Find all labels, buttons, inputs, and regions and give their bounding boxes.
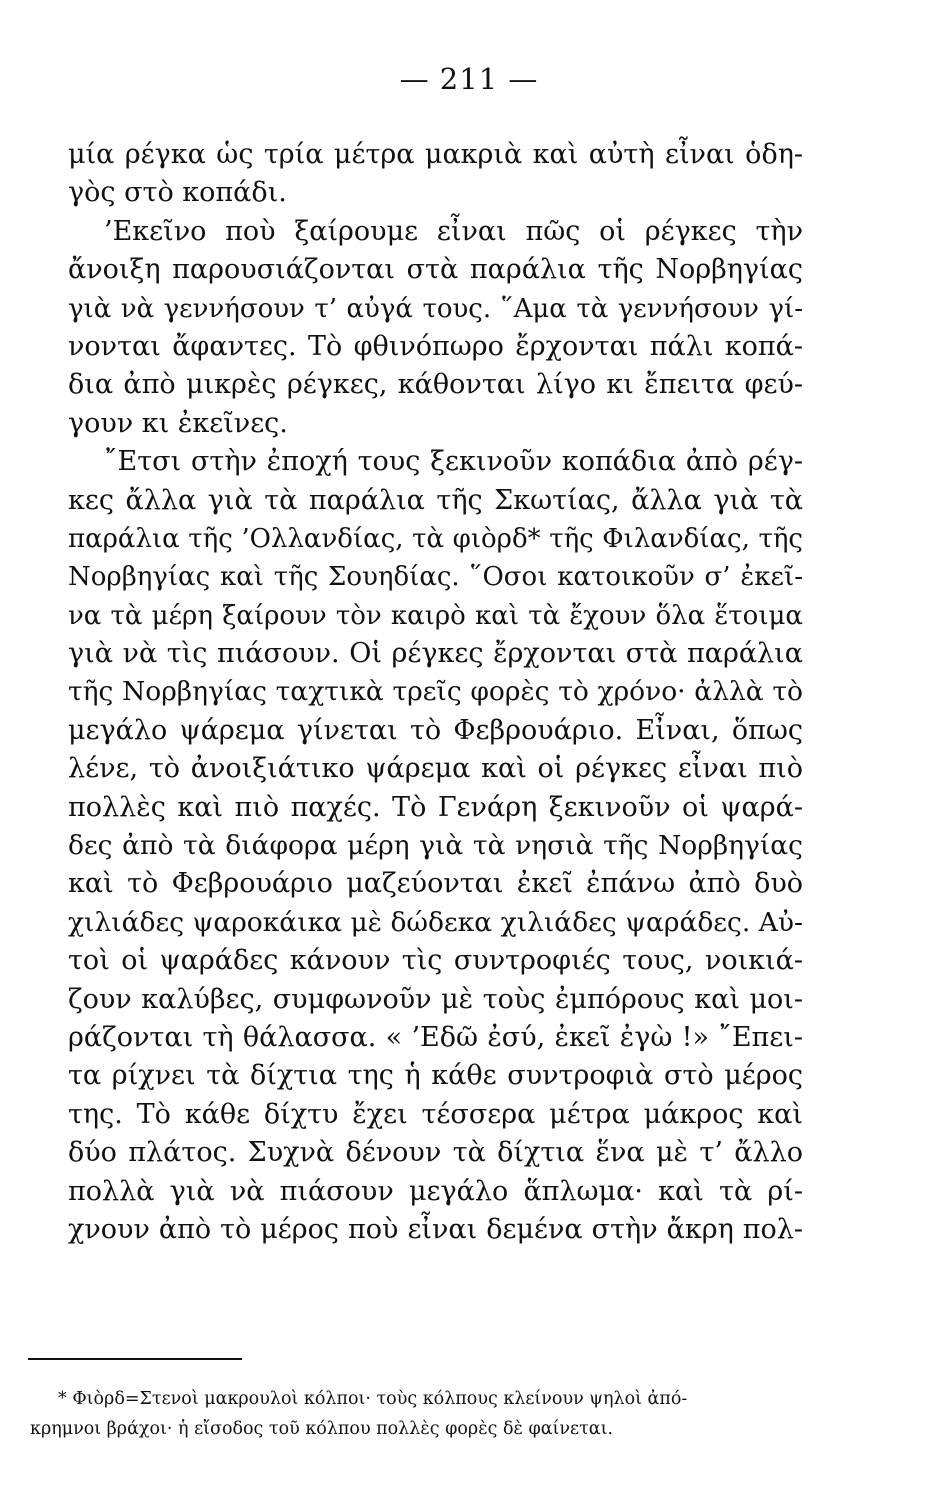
text-line: δες ἀπὸ τὰ διάφορα μέρη γιὰ τὰ νησιὰ τῆς Νορβηγίας <box>68 830 803 862</box>
text-line: ῎Ετσι στὴν ἐποχή τους ξεκινοῦν κοπάδια ἀπὸ ρέγ- <box>104 446 803 478</box>
text-line: τοὶ οἱ ψαράδες κάνουν τὶς συντροφιές τους, νοικιά- <box>68 945 803 977</box>
text-line: της. Τὸ κάθε δίχτυ ἔχει τέσσερα μέτρα μάκρος καὶ <box>68 1098 803 1130</box>
text-line: πολλὰ γιὰ νὰ πιάσουν μεγάλο ἅπλωμα· καὶ τὰ ρί- <box>68 1175 803 1207</box>
text-line: παράλια τῆς ’Ολλανδίας, τὰ φιὸρδ* τῆς Φιλανδίας, τῆς <box>68 523 803 554</box>
text-line: δύο πλάτος. Συχνὰ δένουν τὰ δίχτια ἕνα μὲ τ’ ἄλλο <box>68 1137 803 1169</box>
text-line: γιὰ νὰ τὶς πιάσουν. Οἱ ρέγκες ἔρχονται στὰ παράλια <box>68 638 803 670</box>
footnote <box>30 1384 800 1444</box>
text-line: γουν κι ἐκεῖνες. <box>68 407 288 439</box>
text-line: ράζονται τὴ θάλασσα. « ’Εδῶ ἐσύ, ἐκεῖ ἐγὼ !» ῎Επει- <box>68 1021 803 1053</box>
text-line: ἄνοιξη παρουσιάζονται στὰ παράλια τῆς Νορβηγίας <box>68 254 803 286</box>
text-line: λένε, τὸ ἀνοιξιάτικο ψάρεμα καὶ οἱ ρέγκες εἶναι πιὸ <box>68 753 803 785</box>
text-line: ’Εκεῖνο ποὺ ξαίρουμε εἶναι πῶς οἱ ρέγκες τὴν <box>104 215 803 247</box>
text-line: καὶ τὸ Φεβρουάριο μαζεύονται ἐκεῖ ἐπάνω ἀπὸ δυὸ <box>68 868 803 900</box>
text-line: γιὰ νὰ γεννήσουν τ’ αὐγά τους. ῞Αμα τὰ γεννήσουν γί- <box>68 293 803 324</box>
footnote-line: * Φιὸρδ=Στενοὶ μακρουλοὶ κόλποι· τοὺς κόλπους κλείνουν ψηλοὶ ἀπό- <box>58 1389 688 1409</box>
body-text <box>68 136 803 1249</box>
text-line: χνουν ἀπὸ τὸ μέρος ποὺ εἶναι δεμένα στὴν ἄκρη πολ- <box>68 1213 803 1245</box>
text-line: ζουν καλύβες, συμφωνοῦν μὲ τοὺς ἐμπόρους καὶ μοι- <box>68 983 803 1015</box>
text-line: δια ἀπὸ μικρὲς ρέγκες, κάθονται λίγο κι ἔπειτα φεύ- <box>68 369 803 401</box>
footnote-divider <box>28 1358 242 1360</box>
text-line: Νορβηγίας καὶ τῆς Σουηδίας. ῞Οσοι κατοικοῦν σ’ ἐκεῖ- <box>68 562 803 593</box>
text-line: νονται ἄφαντες. Τὸ φθινόπωρο ἔρχονται πάλι κοπά- <box>68 330 803 362</box>
text-line: τῆς Νορβηγίας ταχτικὰ τρεῖς φορὲς τὸ χρόνο· ἀλλὰ τὸ <box>68 676 803 708</box>
text-line: χιλιάδες ψαροκάικα μὲ δώδεκα χιλιάδες ψαράδες. Αὐ- <box>68 906 803 938</box>
text-line: τα ρίχνει τὰ δίχτια της ἡ κάθε συντροφιὰ στὸ μέρος <box>68 1060 803 1092</box>
footnote-line: κρημνοι βράχοι· ἡ εἴσοδος τοῦ κόλπου πολλὲς φορὲς δὲ φαίνεται. <box>30 1419 614 1439</box>
page-number: — 211 — <box>399 62 539 96</box>
text-line: κες ἄλλα γιὰ τὰ παράλια τῆς Σκωτίας, ἄλλα γιὰ τὰ <box>68 484 803 516</box>
text-line: γὸς στὸ κοπάδι. <box>68 177 287 209</box>
text-line: να τὰ μέρη ξαίρουν τὸν καιρὸ καὶ τὰ ἔχουν ὅλα ἕτοιμα <box>68 600 803 631</box>
text-line: μεγάλο ψάρεμα γίνεται τὸ Φεβρουάριο. Εἶναι, ὅπως <box>68 714 803 746</box>
text-line: μία ρέγκα ὡς τρία μέτρα μακριὰ καὶ αὐτὴ εἶναι ὁδη- <box>68 139 803 170</box>
text-line: πολλὲς καὶ πιὸ παχές. Τὸ Γενάρη ξεκινοῦν οἱ ψαρά- <box>68 791 803 823</box>
